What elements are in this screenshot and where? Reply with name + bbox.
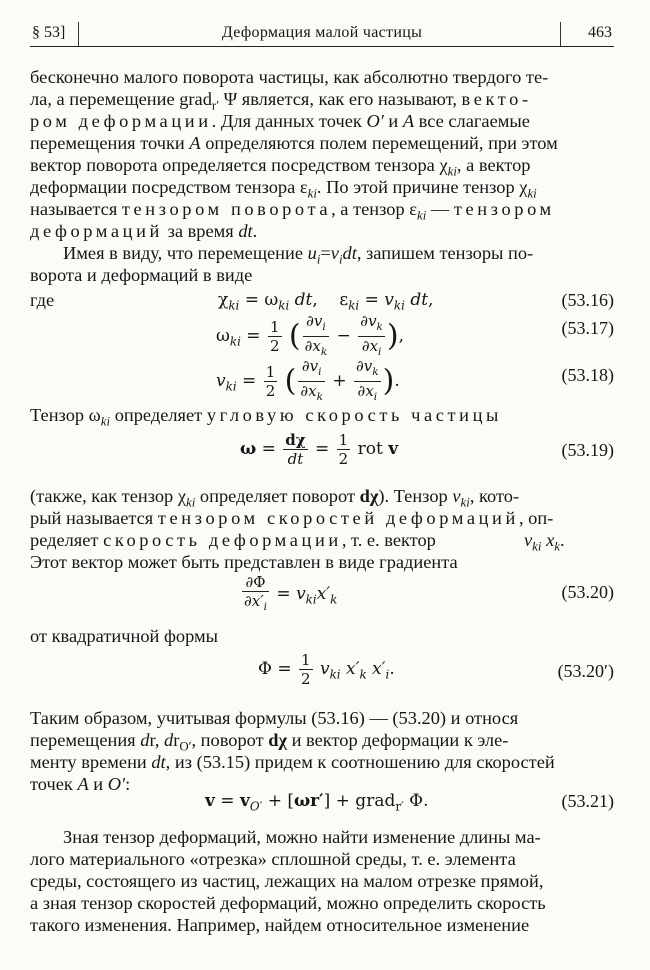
equation-number: (53.16) [561, 290, 614, 310]
equation-number: (53.19) [561, 440, 614, 460]
text-line: Зная тензор деформаций, можно найти изменение длины ма- [63, 827, 541, 847]
equation-number: (53.20′) [557, 661, 614, 681]
text-line: Тензор $\omega_{ki}$ определяет угловую скорость частицы [30, 405, 503, 429]
text-line: Таким образом, учитывая формулы (53.16) — (53.20) и относя [30, 708, 519, 728]
running-title: Деформация малой частицы [221, 24, 423, 41]
text-line: деформаций за время dt. [30, 221, 258, 241]
text-line: $v_{ki}$ $x_k$. [524, 530, 565, 554]
text-line: вектор поворота определяется посредством тензора $\chi_{ki}$, а вектор [30, 155, 531, 179]
text-line: лого материального «отрезка» сплошной среды, т. е. элемента [30, 849, 516, 869]
equation-53-16: $\chi_{ki} = \omega_{ki}$ dt, $\varepsilon_{ki} = v_{ki}$ dt, [218, 290, 434, 313]
equation-53-17: $\omega_{ki}$ = $\frac{1}{2}$ ( $\frac{\partial v_i}{\partial x_k}$ − $\frac{\partial v_k}{\partial x_i}$ ), [216, 312, 405, 358]
text-line: где [30, 290, 55, 310]
equation-number: (53.18) [561, 365, 614, 385]
text-line: рый называется тензором скоростей деформаций, оп- [30, 508, 554, 528]
text-line: Этот вектор может быть представлен в виде градиента [30, 552, 458, 572]
text-line: ром деформации. Для данных точек O′ и A все слагаемые [30, 111, 530, 131]
text-line: такого изменения. Например, найдем относительное изменение [30, 915, 530, 935]
equation-number: (53.21) [561, 791, 614, 811]
page-number: 463 [588, 24, 612, 41]
text-line: ворота и деформаций в виде [30, 265, 253, 285]
equation-53-20: $\frac{\partial\Phi}{\partial x'_i}$ = $v_{ki}x'_k$ [244, 573, 338, 613]
equation-53-21: $v = v_{O'} + [\omega r']$ + grad$_{r'}$ Φ. [205, 791, 429, 814]
text-line: перемещения точки A определяются полем перемещений, при этом [30, 133, 558, 153]
text-line: ла, а перемещение grad$_{r'}$ Ψ является, как его называют, векто- [30, 89, 532, 113]
text-line: бесконечно малого поворота частицы, как абсолютно твердого те- [30, 67, 549, 87]
text-line: менту времени dt, из (53.15) придем к соотношению для скоростей [30, 752, 555, 772]
text-line: от квадратичной формы [30, 626, 218, 646]
equation-53-20-prime: Φ = $\frac{1}{2}$ $v_{ki}$ $x'_k$ $x'_i$. [258, 651, 395, 688]
header-divider [560, 22, 561, 46]
equation-53-18: $v_{ki}$ = $\frac{1}{2}$ ( $\frac{\partial v_i}{\partial x_k}$ + $\frac{\partial v_k}{\partial x_i}$ ). [216, 357, 400, 403]
equation-number: (53.20) [561, 582, 614, 602]
running-header [30, 22, 614, 47]
text-line: ределяет скорость деформации, т. е. вектор [30, 530, 436, 550]
equation-number: (53.17) [561, 318, 614, 338]
text-line: деформации посредством тензора $\varepsilon_{ki}$. По этой причине тензор $\chi_{ki}$ [30, 177, 537, 201]
section-number: § 53] [32, 24, 66, 41]
text-line: Имея в виду, что перемещение $u_i=v_idt$, запишем тензоры по- [63, 243, 534, 267]
text-line: перемещения dr, $dr_{O'}$, поворот dχ и вектор деформации к эле- [30, 730, 509, 754]
text-line: точек A и O′: [30, 774, 131, 794]
text-line: (также, как тензор $\chi_{ki}$ определяет поворот dχ). Тензор $v_{ki}$, кото- [30, 486, 520, 510]
equation-53-19: ω = $\frac{d\chi}{dt}$ = $\frac{1}{2}$ rot v [240, 431, 399, 468]
text-line: называется тензором поворота, а тензор $\varepsilon_{ki}$ — тензором [30, 199, 555, 223]
text-line: а зная тензор скоростей деформаций, можно определить скорость [30, 893, 546, 913]
text-line: среды, состоящего из частиц, лежащих на малом отрезке прямой, [30, 871, 544, 891]
